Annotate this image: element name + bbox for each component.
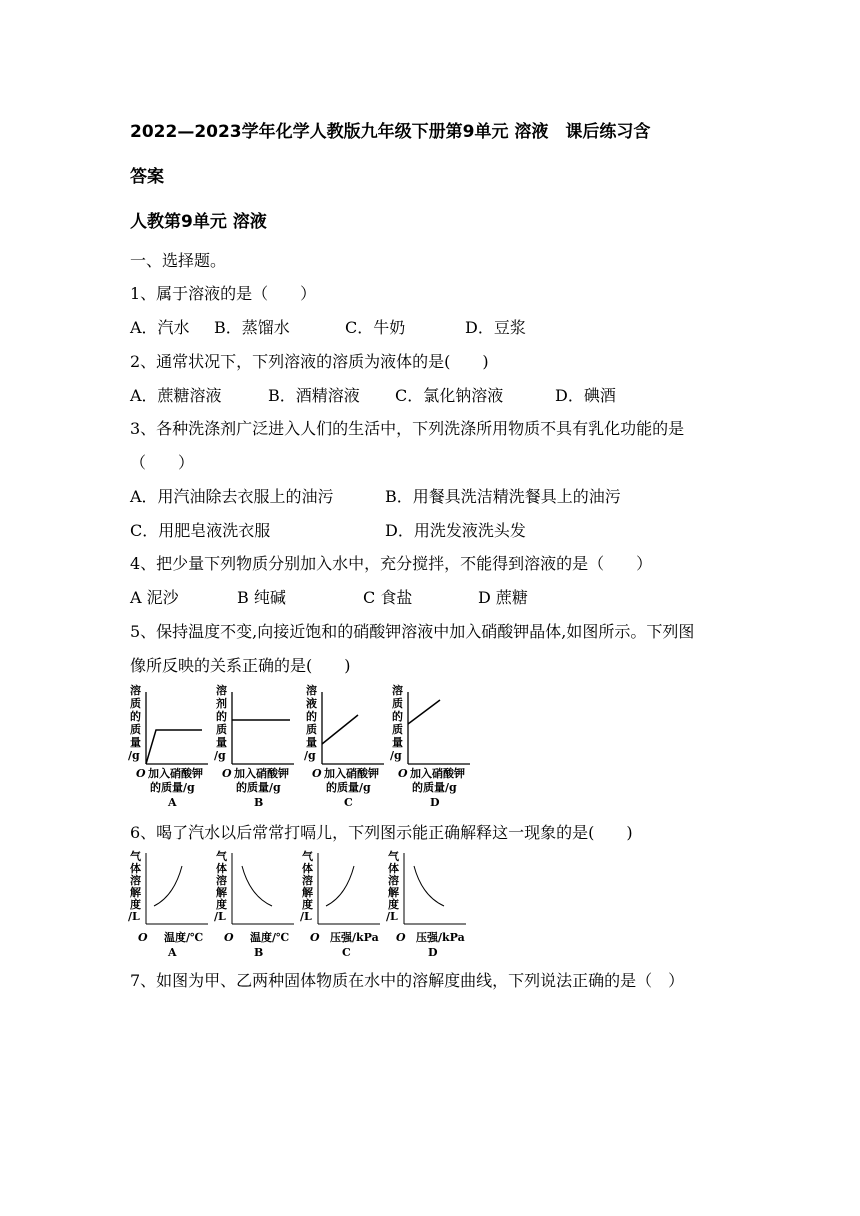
- g6b-xlabel: 温度/℃: [250, 931, 290, 944]
- g5a-ylabel-2: 质: [130, 697, 141, 710]
- g6a-origin: O: [138, 931, 148, 944]
- g6a-curve: [154, 866, 182, 906]
- g5c-xlabel-2: 的质量/g: [326, 781, 371, 794]
- figure5-graph-c: [304, 683, 384, 809]
- g6b-ylabel-4: 解: [216, 886, 227, 899]
- q3-option-c: C．用肥皂液洗衣服: [130, 521, 271, 540]
- q1-stem: 1、属于溶液的是（ ）: [130, 284, 317, 303]
- g6d-origin: O: [396, 931, 406, 944]
- g5d-ylabel-3: 的: [392, 710, 403, 723]
- q5-stem: 5、保持温度不变,向接近饱和的硝酸钾溶液中加入硝酸钾晶体,如图所示。下列图: [130, 622, 695, 641]
- q2-option-d: D．碘酒: [555, 386, 616, 405]
- g6d-curve: [414, 866, 444, 906]
- g6c-xlabel: 压强/kPa: [330, 931, 379, 944]
- g5b-ylabel-3: 的: [216, 710, 227, 723]
- g5c-ylabel-3: 的: [306, 710, 317, 723]
- figure6-graph-c: [300, 849, 380, 959]
- g5b-ylabel-5: 量: [216, 736, 227, 749]
- q1-option-c: C．牛奶: [345, 318, 406, 337]
- g5a-ylabel-5: 量: [130, 736, 141, 749]
- g5d-xlabel-1: 加入硝酸钾: [410, 767, 465, 780]
- g5d-letter: D: [430, 796, 440, 809]
- q2-option-a: A．蔗糖溶液: [130, 386, 222, 405]
- q4-option-d: D 蔗糖: [478, 588, 528, 607]
- figure6-graph-d: [386, 849, 466, 959]
- g5d-ylabel-4: 质: [392, 723, 403, 736]
- g5c-origin: O: [312, 767, 322, 780]
- g6d-ylabel-5: 度: [388, 898, 399, 911]
- q6-stem: 6、喝了汽水以后常常打嗝儿，下列图示能正确解释这一现象的是( ): [130, 823, 633, 842]
- q3-option-b: B．用餐具洗洁精洗餐具上的油污: [385, 487, 621, 506]
- g6b-ylabel-1: 气: [216, 850, 227, 863]
- g6a-ylabel-1: 气: [130, 850, 141, 863]
- g6b-ylabel-3: 溶: [216, 874, 227, 887]
- g6c-ylabel-3: 溶: [302, 874, 313, 887]
- figure6-graph-a: [128, 849, 208, 959]
- g6b-ylabel-6: /L: [214, 910, 226, 923]
- g6d-ylabel-1: 气: [388, 850, 399, 863]
- g5b-origin: O: [222, 767, 232, 780]
- g5d-origin: O: [398, 767, 408, 780]
- g5c-ylabel-5: 量: [306, 736, 317, 749]
- g6b-curve: [242, 866, 272, 906]
- figure5-graphs: [126, 682, 486, 814]
- doc-title-line1: 2022—2023学年化学人教版九年级下册第9单元 溶液 课后练习含: [130, 122, 651, 142]
- g5b-ylabel-1: 溶: [216, 684, 227, 697]
- g6a-xlabel: 温度/℃: [164, 931, 204, 944]
- g6b-ylabel-5: 度: [216, 898, 227, 911]
- g5a-xlabel-1: 加入硝酸钾: [148, 767, 203, 780]
- g5a-ylabel-4: 质: [130, 723, 141, 736]
- figure5-graph-b: [214, 683, 294, 809]
- g6c-ylabel-5: 度: [302, 898, 313, 911]
- g6d-ylabel-3: 溶: [388, 874, 399, 887]
- g5c-curve: [322, 715, 358, 744]
- section-heading: 一、选择题。: [130, 251, 227, 270]
- q4-option-b: B 纯碱: [237, 588, 286, 607]
- figure5-graph-a: [128, 683, 208, 809]
- g5a-curve: [146, 730, 202, 764]
- q1-option-a: A．汽水: [130, 318, 190, 337]
- q7-stem: 7、如图为甲、乙两种固体物质在水中的溶解度曲线，下列说法正确的是（ ）: [130, 971, 685, 990]
- g5b-xlabel-1: 加入硝酸钾: [234, 767, 289, 780]
- g5a-ylabel-1: 溶: [130, 684, 141, 697]
- q3-option-d: D．用洗发液洗头发: [385, 521, 526, 540]
- g5b-ylabel-2: 剂: [216, 697, 227, 710]
- g6c-ylabel-2: 体: [302, 862, 313, 875]
- doc-title-line2: 答案: [130, 167, 164, 187]
- g6a-letter: A: [168, 946, 177, 959]
- doc-subtitle: 人教第9单元 溶液: [130, 212, 267, 232]
- g6c-ylabel-4: 解: [302, 886, 313, 899]
- q1-option-d: D．豆浆: [465, 318, 526, 337]
- g5a-letter: A: [168, 796, 177, 809]
- q3-stem-cont: （ ）: [130, 453, 195, 472]
- g5a-xlabel-2: 的质量/g: [150, 781, 195, 794]
- q2-option-b: B．酒精溶液: [268, 386, 360, 405]
- g5b-ylabel-4: 质: [216, 723, 227, 736]
- g5b-xlabel-2: 的质量/g: [236, 781, 281, 794]
- q2-stem: 2、通常状况下，下列溶液的溶质为液体的是( ): [130, 352, 489, 371]
- g5d-ylabel-5: 量: [392, 736, 403, 749]
- q4-option-c: C 食盐: [363, 588, 413, 607]
- g6d-ylabel-4: 解: [388, 886, 399, 899]
- g5c-letter: C: [344, 796, 353, 809]
- g6d-ylabel-6: /L: [386, 910, 398, 923]
- g5d-ylabel-1: 溶: [392, 684, 403, 697]
- g6c-curve: [326, 866, 354, 906]
- g6c-ylabel-6: /L: [300, 910, 312, 923]
- q1-option-b: B．蒸馏水: [214, 318, 290, 337]
- g5d-curve: [408, 700, 440, 724]
- g6c-origin: O: [310, 931, 320, 944]
- g5d-xlabel-2: 的质量/g: [412, 781, 457, 794]
- figure6-graph-b: [214, 849, 294, 959]
- g5d-ylabel-6: /g: [390, 749, 402, 762]
- g5a-ylabel-3: 的: [130, 710, 141, 723]
- g5c-ylabel-2: 液: [306, 697, 317, 710]
- g6a-ylabel-3: 溶: [130, 874, 141, 887]
- g5c-ylabel-4: 质: [306, 723, 317, 736]
- g6d-xlabel: 压强/kPa: [416, 931, 465, 944]
- q2-option-c: C．氯化钠溶液: [395, 386, 504, 405]
- g6a-ylabel-4: 解: [130, 886, 141, 899]
- g6d-ylabel-2: 体: [388, 862, 399, 875]
- g5a-ylabel-6: /g: [128, 749, 140, 762]
- g6c-ylabel-1: 气: [302, 850, 313, 863]
- g5c-xlabel-1: 加入硝酸钾: [324, 767, 379, 780]
- g6a-ylabel-6: /L: [128, 910, 140, 923]
- figure5-graph-d: [390, 683, 470, 809]
- g6d-letter: D: [428, 946, 438, 959]
- g5d-ylabel-2: 质: [392, 697, 403, 710]
- g6b-letter: B: [254, 946, 264, 959]
- g5c-ylabel-1: 溶: [306, 684, 317, 697]
- figure6-graphs: [126, 848, 486, 962]
- q4-option-a: A 泥沙: [130, 588, 179, 607]
- g5b-letter: B: [254, 796, 264, 809]
- g5a-origin: O: [136, 767, 146, 780]
- g6c-letter: C: [342, 946, 351, 959]
- q3-option-a: A．用汽油除去衣服上的油污: [130, 487, 334, 506]
- q5-stem-cont: 像所反映的关系正确的是( ): [130, 656, 351, 675]
- q4-stem: 4、把少量下列物质分别加入水中，充分搅拌，不能得到溶液的是（ ）: [130, 554, 653, 573]
- g6a-ylabel-5: 度: [130, 898, 141, 911]
- g6a-ylabel-2: 体: [130, 862, 141, 875]
- g6b-ylabel-2: 体: [216, 862, 227, 875]
- g6b-origin: O: [224, 931, 234, 944]
- g5c-ylabel-6: /g: [304, 749, 316, 762]
- g5b-ylabel-6: /g: [214, 749, 226, 762]
- q3-stem: 3、各种洗涤剂广泛进入人们的生活中，下列洗涤所用物质不具有乳化功能的是: [130, 419, 685, 438]
